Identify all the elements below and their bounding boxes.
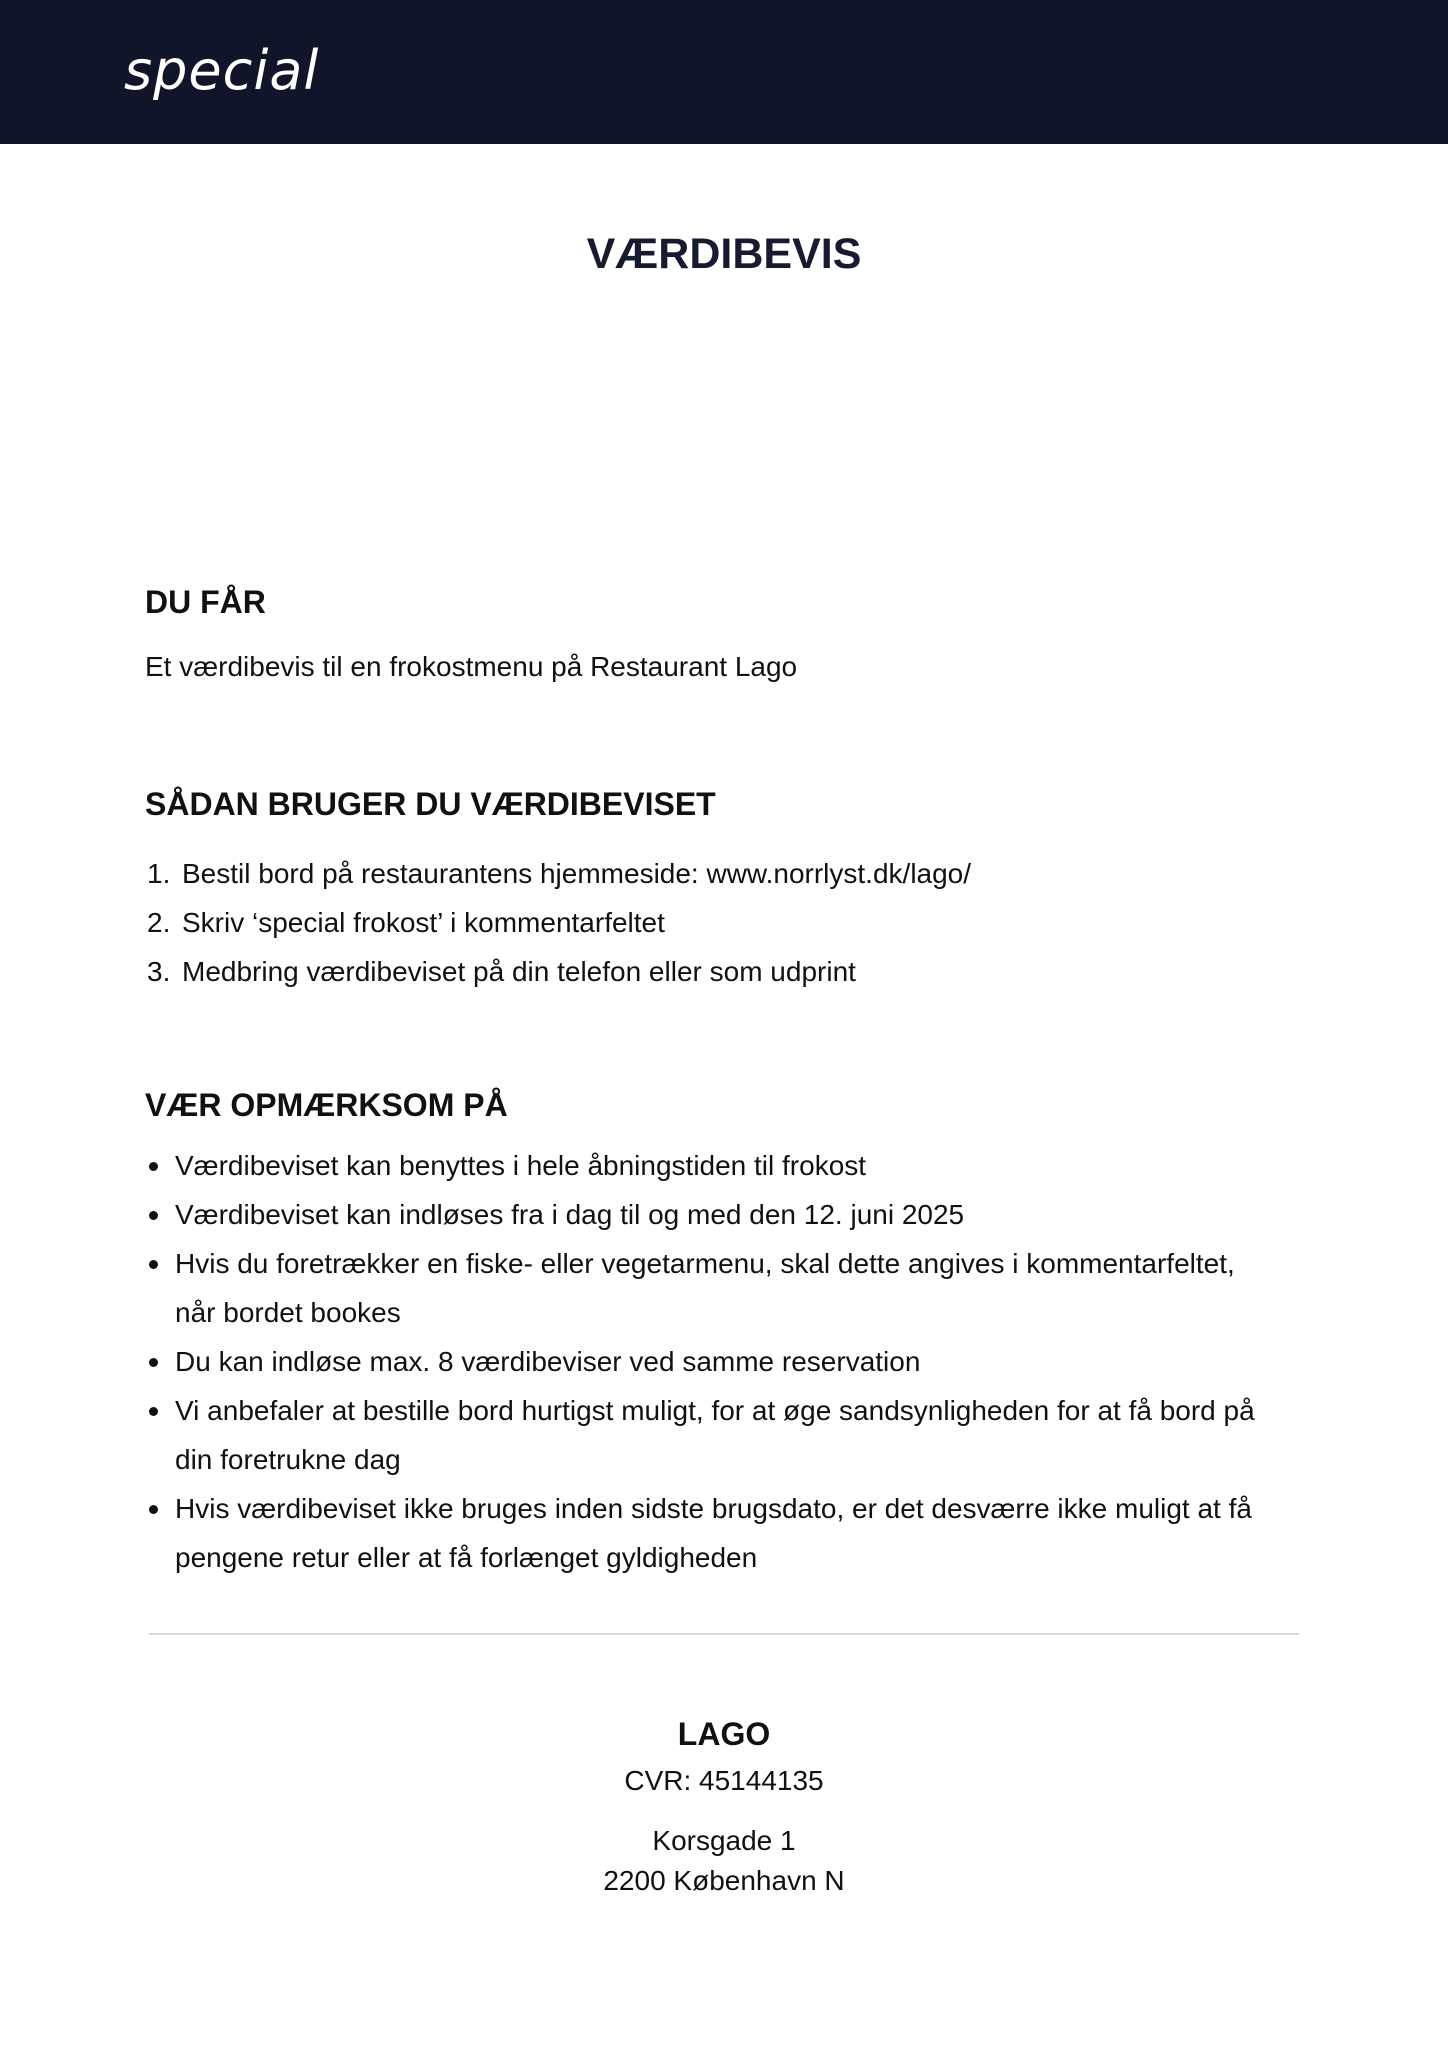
note-text: Værdibeviset kan indløses fra i dag til og med den 12. juni 2025 [175,1199,965,1230]
note-text: Hvis du foretrækker en fiske- eller vegetarmenu, skal dette angives i kommentarfeltet, når bordet bookes [175,1248,1235,1328]
note-text: Hvis værdibeviset ikke bruges inden sidste brugsdato, er det desværre ikke muligt at få pengene retur eller at få forlænget gyldigheden [175,1493,1252,1573]
note-text: Du kan indløse max. 8 værdibeviser ved samme reservation [175,1346,921,1377]
bullet-icon [149,1260,158,1269]
usage-step [145,849,1265,898]
document-title: VÆRDIBEVIS [586,230,862,278]
usage-step [145,947,1265,996]
receive-text: Et værdibevis til en frokostmenu på Restaurant Lago [145,651,798,682]
note-text: Værdibeviset kan benyttes i hele åbningstiden til frokost [175,1150,867,1181]
step-text: Bestil bord på restaurantens hjemmeside: www.norrlyst.dk/lago/ [182,858,972,889]
step-number: 2. [147,907,171,938]
note-item [145,1141,1265,1190]
notes-list [145,1141,1265,1582]
bullet-icon [149,1211,158,1220]
section-heading-usage: SÅDAN BRUGER DU VÆRDIBEVISET [145,786,716,822]
main-content [145,580,1265,1582]
step-text: Medbring værdibeviset på din telefon eller som udprint [182,956,856,987]
note-item [145,1484,1265,1582]
step-number: 1. [147,858,171,889]
note-item [145,1239,1265,1337]
footer [0,1712,1448,1901]
brand-logo: special [124,39,320,102]
note-item [145,1337,1265,1386]
bullet-icon [149,1407,158,1416]
footer-street: Korsgade 1 [652,1825,796,1856]
footer-company-name: LAGO [677,1716,771,1752]
usage-step [145,898,1265,947]
bullet-icon [149,1358,158,1367]
step-text: Skriv ‘special frokost’ i kommentarfeltet [182,907,665,938]
footer-cvr: CVR: 45144135 [624,1765,824,1796]
footer-divider [149,1633,1299,1635]
note-item [145,1190,1265,1239]
footer-address [0,1821,1448,1901]
section-heading-receive: DU FÅR [145,584,266,620]
note-item [145,1386,1265,1484]
usage-steps-list [145,849,1265,996]
step-number: 3. [147,956,171,987]
note-text: Vi anbefaler at bestille bord hurtigst muligt, for at øge sandsynligheden for at få bord på din foretrukne dag [175,1395,1255,1475]
footer-city: 2200 København N [603,1865,845,1896]
section-heading-notes: VÆR OPMÆRKSOM PÅ [145,1087,508,1123]
bullet-icon [149,1162,158,1171]
bullet-icon [149,1505,158,1514]
header-bar [0,0,1448,144]
